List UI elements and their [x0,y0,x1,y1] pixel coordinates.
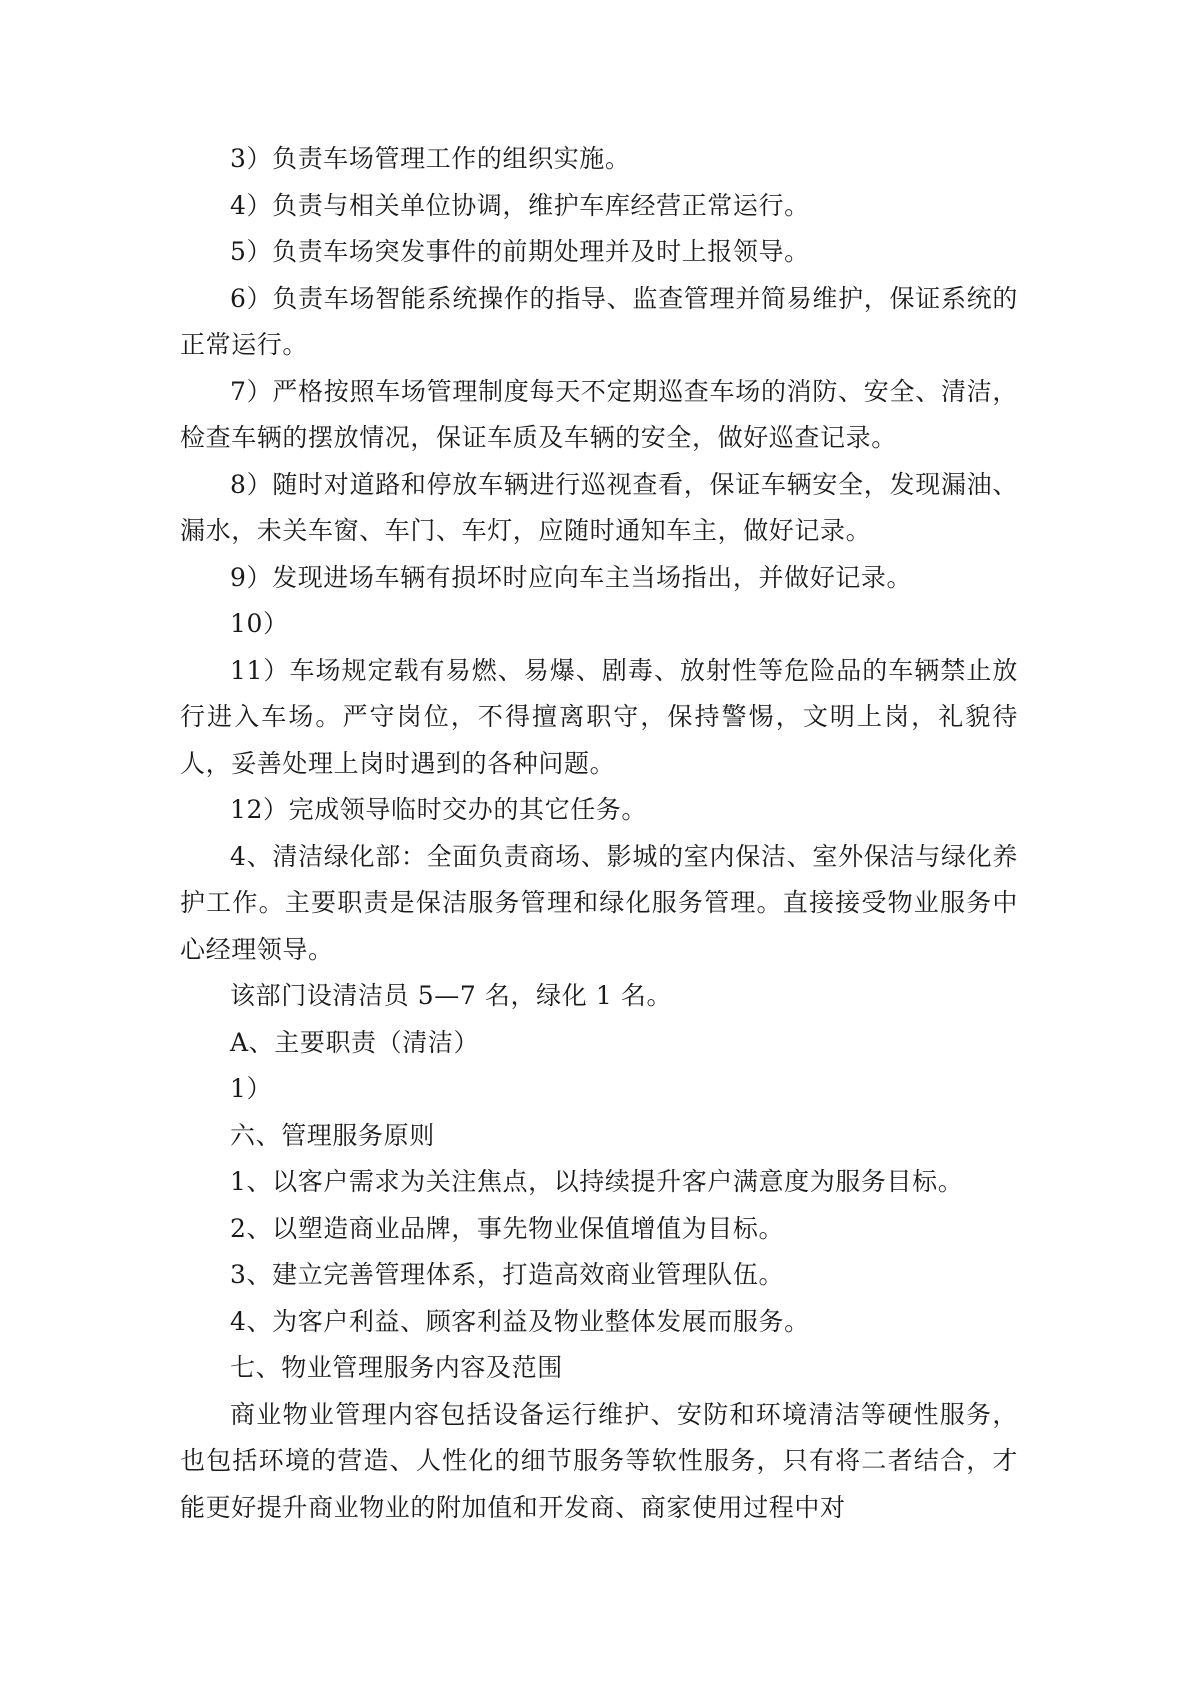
paragraph-main-duties-heading: A、主要职责（清洁） [230,1027,480,1057]
principle-2: 2、以塑造商业品牌，事先物业保值增值为目标。 [230,1213,785,1243]
paragraph-5: 5）负责车场突发事件的前期处理并及时上报领导。 [230,237,810,266]
paragraph-3: 3）负责车场管理工作的组织实施。 [230,144,631,173]
paragraph-7: 7）严格按照车场管理制度每天不定期巡查车场的消防、安全、清洁，检查车辆的摆放情况，保证车质及车辆的安全，做好巡查记录。 [180,376,1018,452]
paragraph-9: 9）发现进场车辆有损坏时应向车主当场指出，并做好记录。 [230,562,913,592]
principle-3: 3、建立完善管理体系，打造高效商业管理队伍。 [230,1260,785,1289]
paragraph-scope-body: 商业物业管理内容包括设备运行维护、安防和环境清洁等硬性服务，也包括环境的营造、人性化的细节服务等软性服务，只有将二者结合，才能更好提升商业物业的附加值和开发商、商家使用过程中对 [180,1399,1018,1522]
paragraph-10: 10） [230,609,289,638]
section-heading-scope: 七、物业管理服务内容及范围 [230,1353,563,1382]
principle-4: 4、为客户利益、顾客利益及物业整体发展而服务。 [230,1306,810,1336]
paragraph-6: 6）负责车场智能系统操作的指导、监查管理并简易维护，保证系统的正常运行。 [180,283,1018,359]
section-heading-principles: 六、管理服务原则 [230,1120,435,1150]
paragraph-cleaning-dept: 4、清洁绿化部：全面负责商场、影城的室内保洁、室外保洁与绿化养护工作。主要职责是保洁服务管理和绿化服务管理。直接接受物业服务中心经理领导。 [180,841,1018,964]
paragraph-4: 4）负责与相关单位协调，维护车库经营正常运行。 [230,190,810,220]
paragraph-duty-1: 1） [230,1074,273,1103]
paragraph-12: 12）完成领导临时交办的其它任务。 [230,795,648,824]
paragraph-8: 8）随时对道路和停放车辆进行巡视查看，保证车辆安全，发现漏油、漏水，未关车窗、车门、车灯，应随时通知车主，做好记录。 [180,469,1018,545]
principle-1: 1、以客户需求为关注焦点，以持续提升客户满意度为服务目标。 [230,1167,964,1196]
paragraph-11: 11）车场规定载有易燃、易爆、剧毒、放射性等危险品的车辆禁止放行进入车场。严守岗位，不得擅离职守，保持警惕，文明上岗，礼貌待人，妥善处理上岗时遇到的各种问题。 [180,655,1018,778]
paragraph-staffing: 该部门设清洁员 5—7 名，绿化 1 名。 [230,981,673,1010]
document-body [180,136,1018,1531]
